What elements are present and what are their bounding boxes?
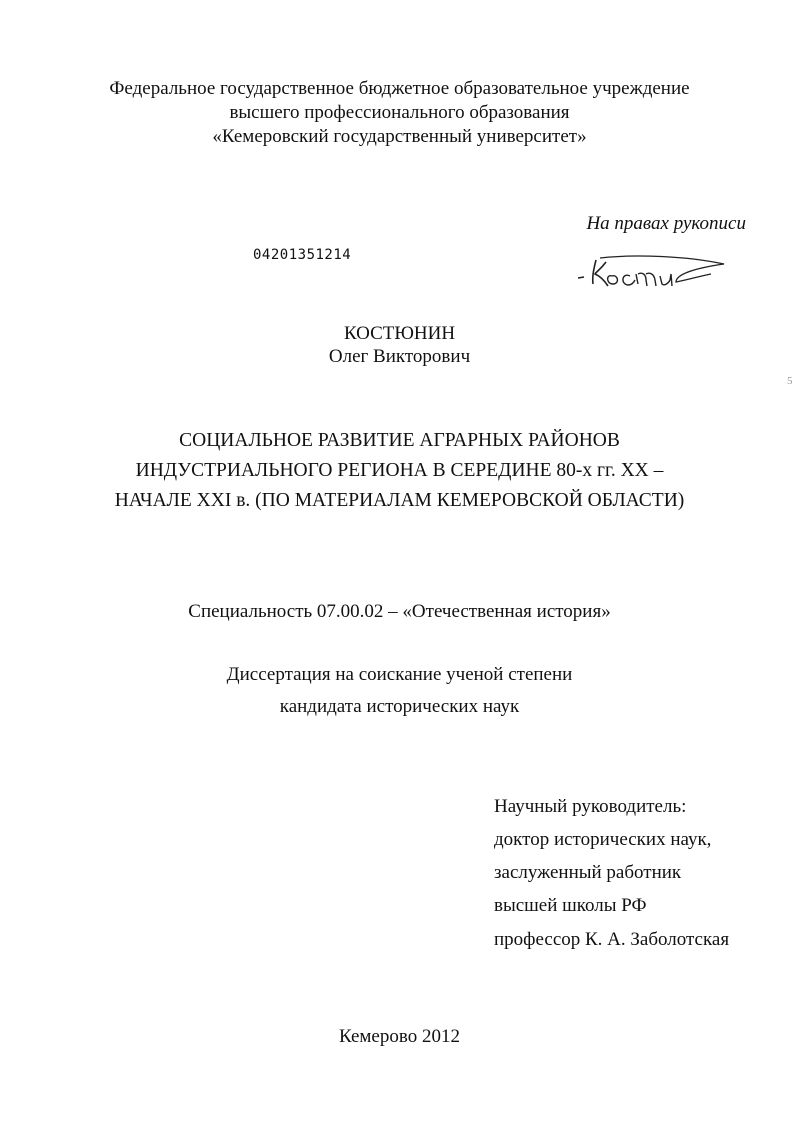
- city-year: Кемерово 2012: [339, 1026, 460, 1047]
- supervisor-line-4: высшей школы РФ: [494, 895, 647, 916]
- supervisor-line-5: профессор К. А. Заболотская: [494, 929, 730, 950]
- title-line-2: ИНДУСТРИАЛЬНОГО РЕГИОНА В СЕРЕДИНЕ 80-х гг. ХХ –: [135, 460, 664, 481]
- signature: [576, 250, 726, 292]
- title-line-3: НАЧАЛЕ XXI в. (ПО МАТЕРИАЛАМ КЕМЕРОВСКОЙ ОБЛАСТИ): [114, 490, 685, 511]
- document-number: 04201351214: [253, 247, 352, 263]
- margin-mark: 5: [787, 375, 793, 387]
- supervisor-line-1: Научный руководитель:: [494, 796, 687, 817]
- signature-drawing: [576, 250, 726, 292]
- author-name: Олег Викторович: [328, 346, 471, 367]
- institution-line-3: «Кемеровский государственный университет»: [212, 126, 587, 147]
- degree-line-2: кандидата исторических наук: [279, 696, 520, 717]
- supervisor-line-3: заслуженный работник: [494, 862, 682, 883]
- institution-line-2: высшего профессионального образования: [229, 102, 570, 123]
- supervisor-line-2: доктор исторических наук,: [494, 829, 712, 850]
- author-surname: КОСТЮНИН: [343, 323, 456, 344]
- degree-line-1: Диссертация на соискание ученой степени: [226, 664, 573, 685]
- title-line-1: СОЦИАЛЬНОЕ РАЗВИТИЕ АГРАРНЫХ РАЙОНОВ: [179, 430, 620, 451]
- specialty: Специальность 07.00.02 – «Отечественная история»: [188, 601, 611, 622]
- rights-note: На правах рукописи: [586, 213, 746, 234]
- institution-line-1: Федеральное государственное бюджетное образовательное учреждение: [109, 78, 690, 99]
